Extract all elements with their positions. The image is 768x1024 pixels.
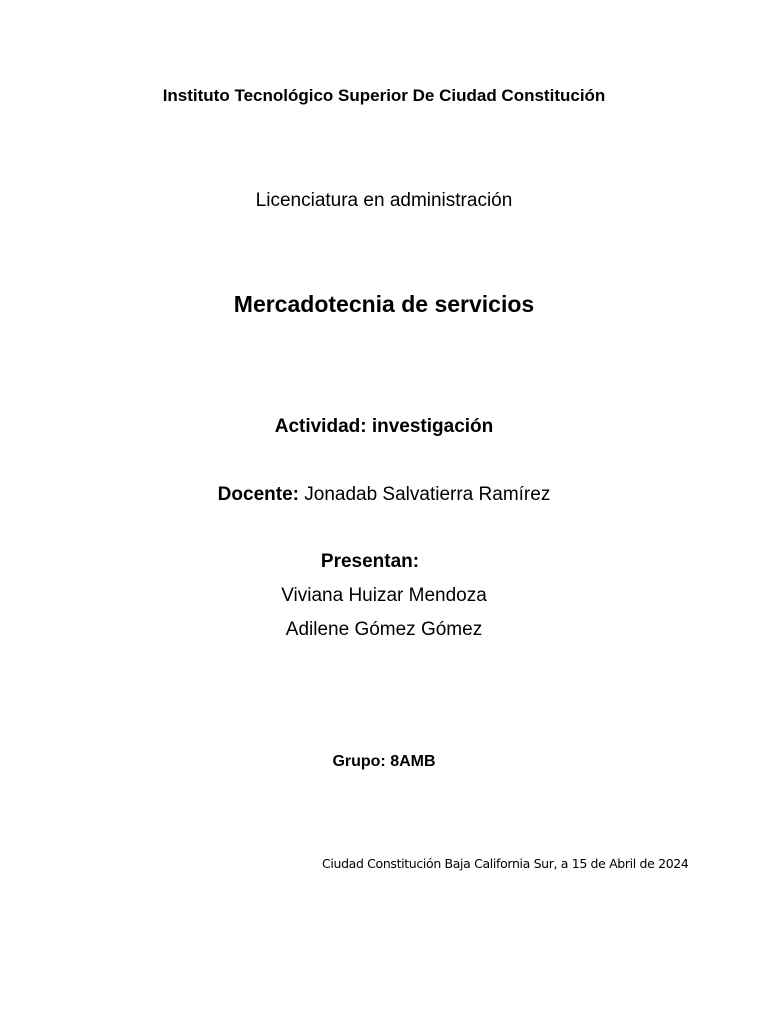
program-name: Licenciatura en administración xyxy=(255,190,513,211)
institution-name: Instituto Tecnológico Superior De Ciudad Constitución xyxy=(162,86,606,105)
place-and-date: Ciudad Constitución Baja California Sur, a 15 de Abril de 2024 xyxy=(322,856,689,871)
activity-title: Actividad: investigación xyxy=(274,416,494,437)
presenters-label: Presentan: xyxy=(320,551,420,572)
presenter-name: Viviana Huizar Mendoza xyxy=(281,585,487,606)
presenter-name: Adilene Gómez Gómez xyxy=(285,619,483,640)
teacher-label: Docente: xyxy=(217,484,299,505)
group-label: Grupo: 8AMB xyxy=(332,753,436,770)
teacher-name: Jonadab Salvatierra Ramírez xyxy=(304,484,551,505)
teacher-line xyxy=(0,484,768,506)
course-title: Mercadotecnia de servicios xyxy=(233,291,535,317)
